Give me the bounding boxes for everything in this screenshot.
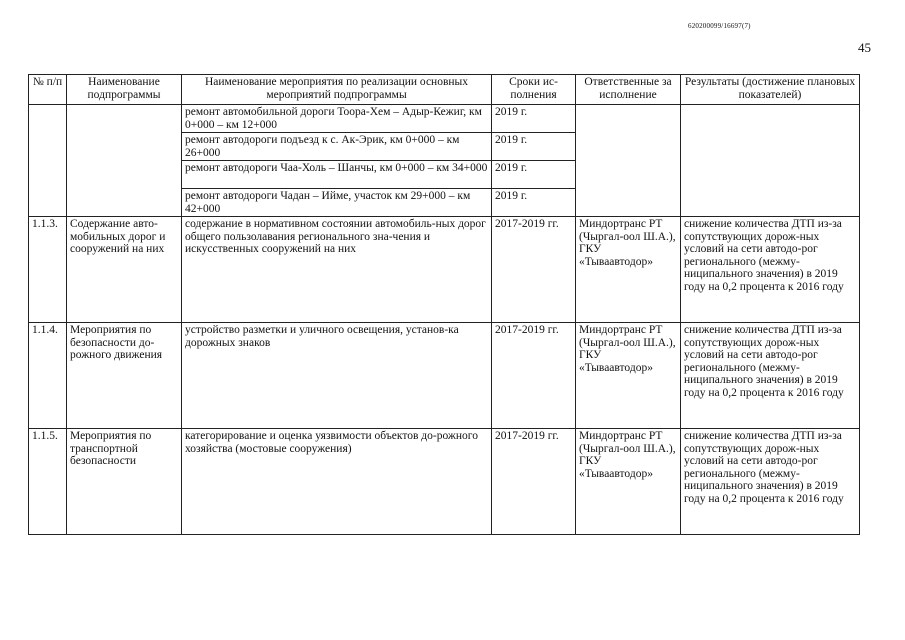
measure-cell: ремонт автодороги Чаа-Холь – Шанчы, км 0+000 – км 34+000	[182, 161, 492, 189]
term-cell: 2019 г.	[492, 189, 576, 217]
result-cell: снижение количества ДТП из-за сопутствующих дорож-ных условий на сети автодо-рог регионального (межму-ниципального значения) в 2019 году на 0,2 процента к 2016 году	[681, 323, 860, 429]
row-num-cell: 1.1.3.	[29, 217, 67, 323]
measure-cell: ремонт автодороги подъезд к с. Ак-Эрик, км 0+000 – км 26+000	[182, 133, 492, 161]
responsible-cell: Миндортранс РТ (Чыргал-оол Ш.А.), ГКУ «Тываавтодор»	[576, 323, 681, 429]
program-measures-table	[28, 74, 860, 535]
measure-cell: категорирование и оценка уязвимости объектов до-рожного хозяйства (мостовые сооружения)	[182, 429, 492, 535]
row-num-cell: 1.1.5.	[29, 429, 67, 535]
term-cell: 2017-2019 гг.	[492, 429, 576, 535]
term-cell: 2019 г.	[492, 161, 576, 189]
table-row	[29, 217, 860, 323]
measure-cell: ремонт автодороги Чадан – Ийме, участок км 29+000 – км 42+000	[182, 189, 492, 217]
document-code: 620200099/16697(7)	[688, 22, 751, 30]
header-subprogram: Наименование подпрограммы	[67, 75, 182, 105]
table-row	[29, 105, 860, 133]
continuation-subprogram-cell	[67, 105, 182, 217]
header-results: Результаты (достижение плановых показателей)	[681, 75, 860, 105]
continuation-result-cell	[681, 105, 860, 217]
responsible-cell: Миндортранс РТ (Чыргал-оол Ш.А.), ГКУ «Тываавтодор»	[576, 429, 681, 535]
table-header-row	[29, 75, 860, 105]
subprogram-cell: Содержание авто-мобильных дорог и сооружений на них	[67, 217, 182, 323]
header-measure: Наименование мероприятия по реализации основных мероприятий подпрограммы	[182, 75, 492, 105]
responsible-cell: Миндортранс РТ (Чыргал-оол Ш.А.), ГКУ «Тываавтодор»	[576, 217, 681, 323]
continuation-responsible-cell	[576, 105, 681, 217]
header-terms: Сроки ис-полнения	[492, 75, 576, 105]
measure-cell: устройство разметки и уличного освещения, установ-ка дорожных знаков	[182, 323, 492, 429]
term-cell: 2019 г.	[492, 105, 576, 133]
continuation-num-cell	[29, 105, 67, 217]
term-cell: 2019 г.	[492, 133, 576, 161]
header-responsible: Ответственные за исполнение	[576, 75, 681, 105]
subprogram-cell: Мероприятия по безопасности до-рожного движения	[67, 323, 182, 429]
result-cell: снижение количества ДТП из-за сопутствующих дорож-ных условий на сети автодо-рог регионального (межму-ниципального значения) в 2019 году на 0,2 процента к 2016 году	[681, 217, 860, 323]
header-num: № п/п	[29, 75, 67, 105]
result-cell: снижение количества ДТП из-за сопутствующих дорож-ных условий на сети автодо-рог регионального (межму-ниципального значения) в 2019 году на 0,2 процента к 2016 году	[681, 429, 860, 535]
measure-cell: содержание в нормативном состоянии автомобиль-ных дорог общего пользолавания регионального зна-чения и искусственных сооружений на них	[182, 217, 492, 323]
row-num-cell: 1.1.4.	[29, 323, 67, 429]
page-number: 45	[858, 40, 871, 55]
term-cell: 2017-2019 гг.	[492, 217, 576, 323]
measure-cell: ремонт автомобильной дороги Тоора-Хем – Адыр-Кежиг, км 0+000 – км 12+000	[182, 105, 492, 133]
table-row	[29, 323, 860, 429]
subprogram-cell: Мероприятия по транспортной безопасности	[67, 429, 182, 535]
table-row	[29, 429, 860, 535]
term-cell: 2017-2019 гг.	[492, 323, 576, 429]
